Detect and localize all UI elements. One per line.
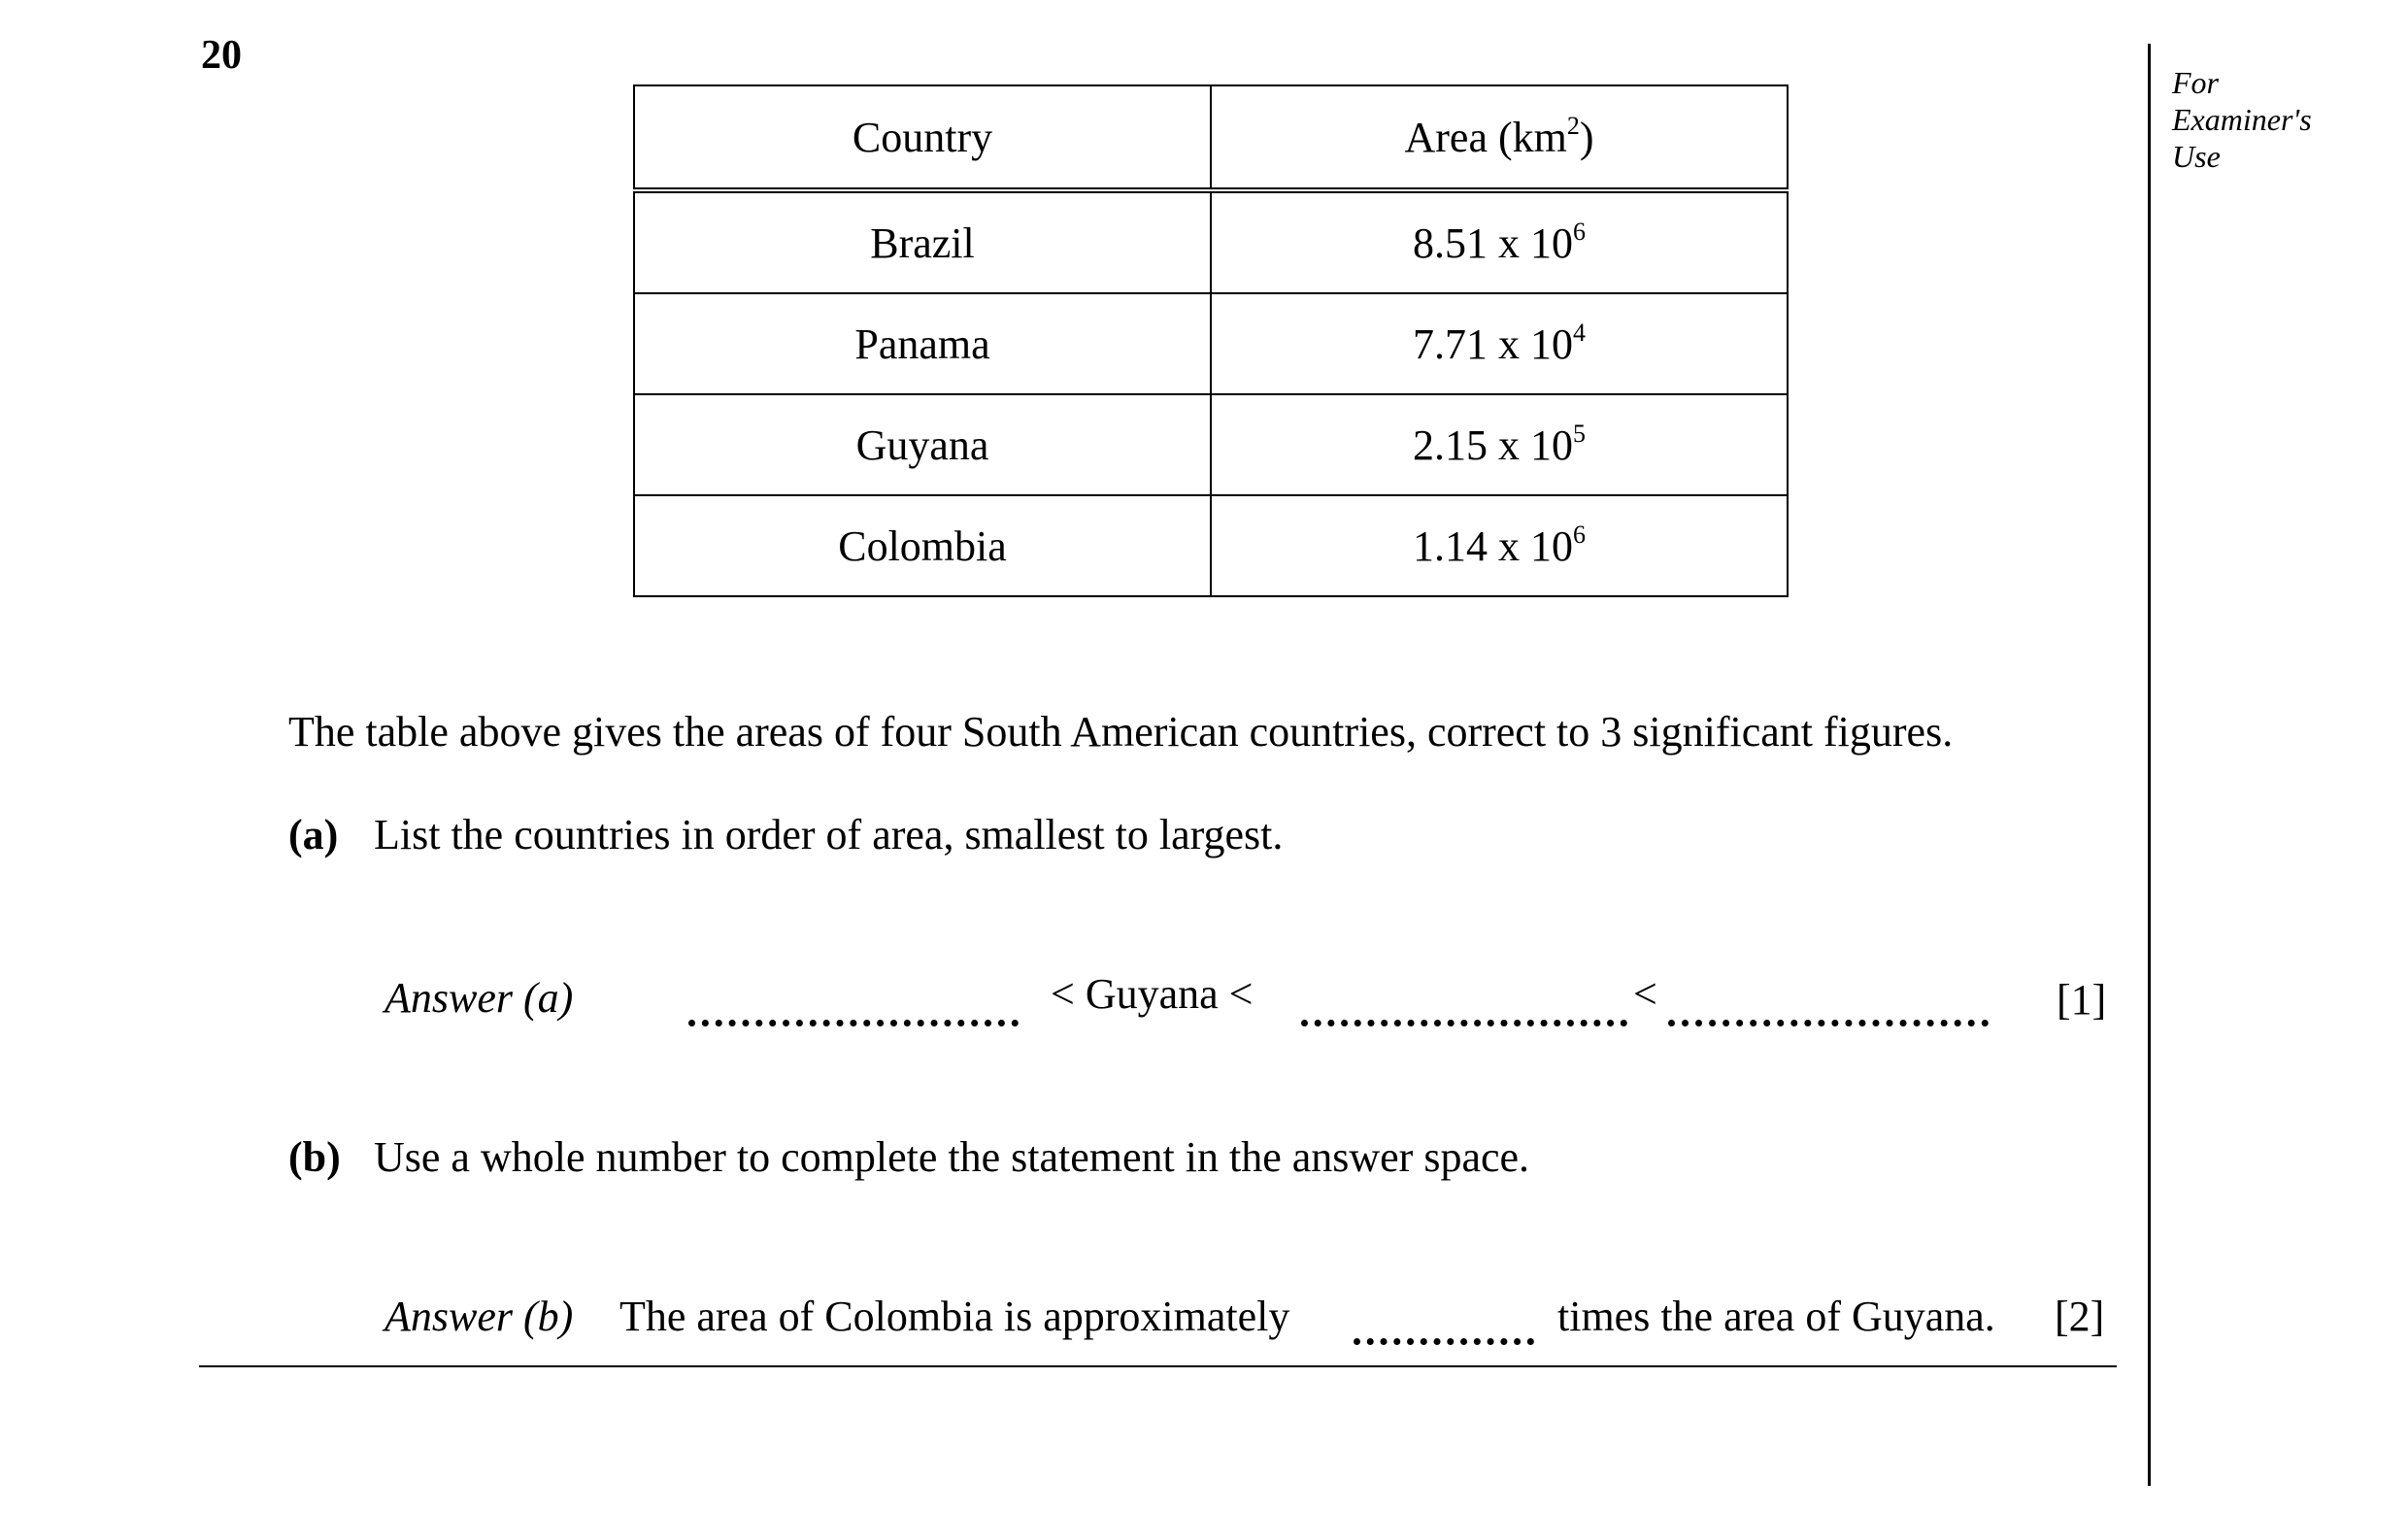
country-cell: Guyana bbox=[634, 394, 1211, 495]
area-mantissa: 7.71 x 10 bbox=[1413, 319, 1573, 368]
question-end-rule bbox=[199, 1365, 2117, 1367]
area-header-close: ) bbox=[1579, 113, 1594, 161]
answer-a-separator: < bbox=[1633, 970, 1657, 1018]
table-row bbox=[634, 495, 1788, 596]
examiner-margin-line bbox=[2148, 44, 2151, 1486]
area-header-exponent: 2 bbox=[1566, 111, 1580, 140]
area-header-text: Area (km bbox=[1404, 113, 1567, 161]
part-a-label: (a) bbox=[288, 811, 339, 858]
country-area-table bbox=[633, 84, 1789, 597]
examiner-note-line: Examiner's bbox=[2172, 102, 2312, 137]
area-exponent: 6 bbox=[1573, 520, 1586, 549]
area-cell bbox=[1211, 190, 1788, 293]
area-exponent: 5 bbox=[1573, 419, 1586, 448]
area-mantissa: 8.51 x 10 bbox=[1413, 219, 1573, 267]
answer-a-blank-1[interactable] bbox=[688, 1020, 1019, 1026]
answer-a-blank-3[interactable] bbox=[1668, 1020, 1989, 1026]
part-a-question bbox=[288, 810, 1283, 859]
answer-a-label: Answer (a) bbox=[385, 974, 574, 1022]
question-number: 20 bbox=[201, 33, 242, 78]
part-b-label: (b) bbox=[288, 1133, 341, 1181]
table-row bbox=[634, 293, 1788, 394]
table-row bbox=[634, 394, 1788, 495]
country-cell: Colombia bbox=[634, 495, 1211, 596]
part-a-text: List the countries in order of area, smallest to largest. bbox=[374, 811, 1284, 858]
area-exponent: 6 bbox=[1573, 217, 1586, 246]
answer-b-statement-start: The area of Colombia is approximately bbox=[619, 1293, 1290, 1340]
part-b-text: Use a whole number to complete the statement in the answer space. bbox=[374, 1133, 1530, 1181]
examiner-note-line: For bbox=[2172, 65, 2219, 100]
table-header-row bbox=[634, 85, 1788, 190]
examiner-note-line: Use bbox=[2172, 139, 2221, 174]
area-cell bbox=[1211, 394, 1788, 495]
question-intro: The table above gives the areas of four South American countries, correct to 3 significant figures. bbox=[288, 708, 1954, 756]
table-row bbox=[634, 190, 1788, 293]
area-exponent: 4 bbox=[1573, 318, 1586, 347]
part-a-marks: [1] bbox=[2057, 976, 2107, 1024]
answer-b-label: Answer (b) bbox=[385, 1293, 574, 1340]
area-mantissa: 2.15 x 10 bbox=[1413, 420, 1573, 469]
part-b-marks: [2] bbox=[2055, 1293, 2105, 1340]
answer-a-middle-text: < Guyana < bbox=[1051, 970, 1254, 1018]
answer-a-blank-2[interactable] bbox=[1301, 1020, 1627, 1026]
area-mantissa: 1.14 x 10 bbox=[1413, 521, 1573, 570]
part-b-question bbox=[288, 1132, 1529, 1182]
area-column-header bbox=[1211, 85, 1788, 190]
country-cell: Panama bbox=[634, 293, 1211, 394]
answer-b-statement-end: times the area of Guyana. bbox=[1557, 1293, 1995, 1340]
examiner-use-note bbox=[2172, 64, 2312, 175]
answer-b-blank[interactable] bbox=[1354, 1338, 1534, 1345]
area-cell bbox=[1211, 495, 1788, 596]
country-cell: Brazil bbox=[634, 190, 1211, 293]
country-column-header: Country bbox=[634, 85, 1211, 190]
area-cell bbox=[1211, 293, 1788, 394]
